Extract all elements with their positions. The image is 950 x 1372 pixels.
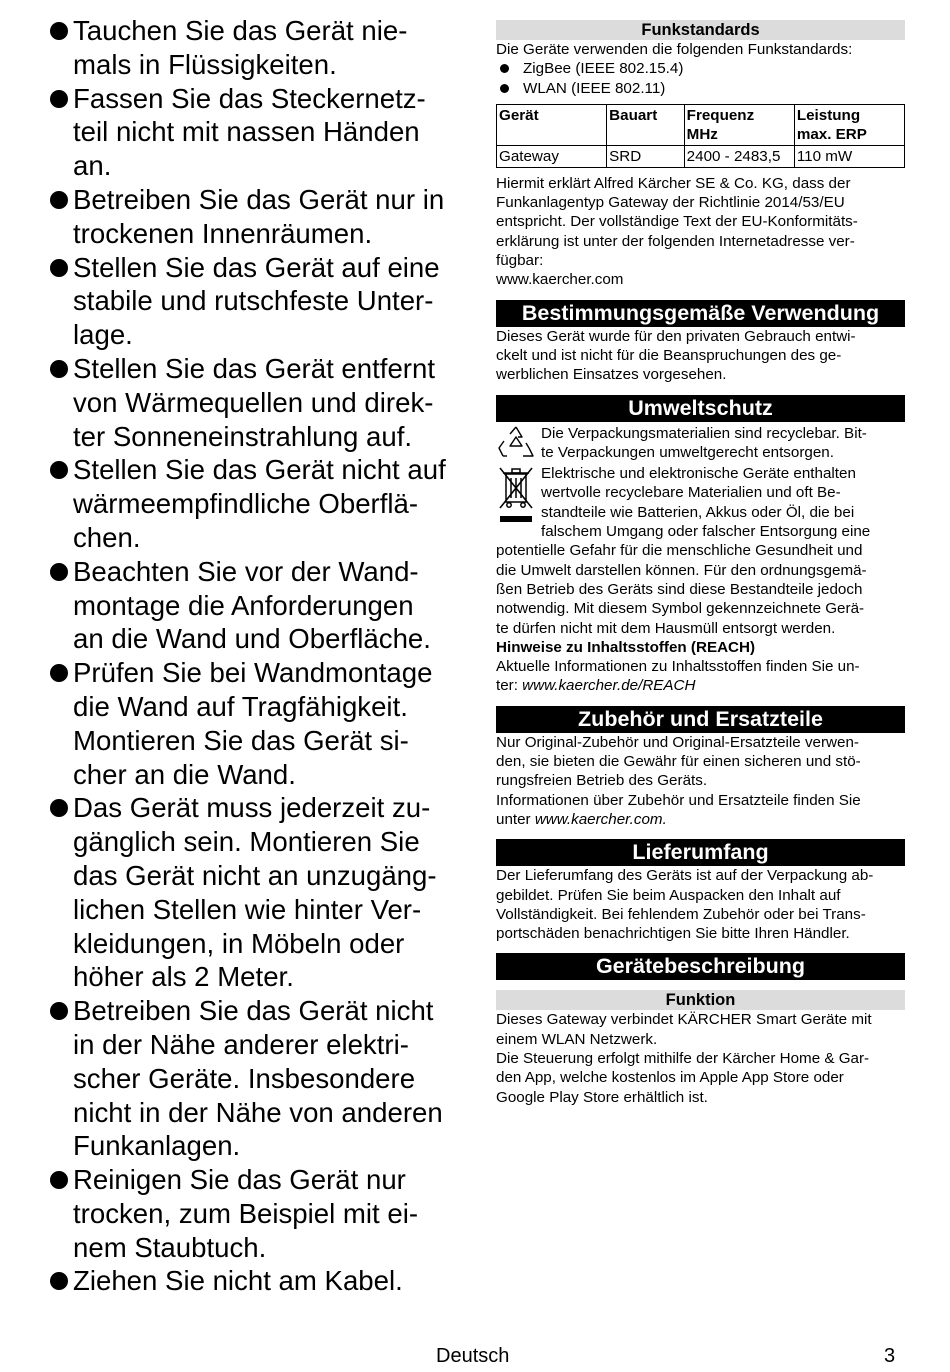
accessories-text: Nur Original-Zubehör und Original-Ersatzteile verwen- den, sie bieten die Gewähr für einen sicheren und stö- rungsfreien Betrieb des Geräts. — [496, 733, 861, 790]
table-cell: 2400 - 2483,5 — [684, 145, 794, 167]
table-header: Leistung max. ERP — [794, 104, 904, 145]
bullet-icon — [50, 90, 68, 108]
function-text: Dieses Gateway verbindet KÄRCHER Smart Geräte mit einem WLAN Netzwerk. — [496, 1011, 872, 1048]
table-cell: SRD — [607, 145, 685, 167]
table-header: Gerät — [497, 104, 607, 145]
list-item: Stellen Sie das Gerät auf eine stabile und rutschfeste Unter- lage. — [50, 251, 455, 352]
funk-declaration: Hiermit erklärt Alfred Kärcher SE & Co. KG, dass der Funkanlagentyp Gateway der Richtlinie 2014/53/EU entspricht. Der vollständige Text der EU-Konformitäts- erklärung ist unter der folgenden Internetadresse ver- fügbar: www.kaercher.com — [496, 174, 858, 289]
list-item: Stellen Sie das Gerät entfernt von Wärmequellen und direk- ter Sonneneinstrahlung auf. — [50, 352, 455, 453]
funk-list — [496, 59, 905, 98]
function-heading: Funktion — [496, 990, 905, 1010]
list-item: Ziehen Sie nicht am Kabel. — [50, 1264, 455, 1298]
funk-intro: Die Geräte verwenden die folgenden Funkstandards: — [496, 41, 853, 58]
bullet-icon — [50, 1272, 68, 1290]
funk-heading: Funkstandards — [496, 20, 905, 40]
recycle-block — [496, 424, 905, 463]
delivery-text: Der Lieferumfang des Geräts ist auf der Verpackung ab- gebildet. Prüfen Sie beim Auspacken den Inhalt auf Vollständigkeit. Bei fehlendem Zubehör oder bei Trans- portschäden benachrichtigen Sie bitte Ihren Händler. — [496, 867, 874, 943]
accessories-link[interactable]: www.kaercher.com. — [534, 810, 667, 828]
function-text-2: Die Steuerung erfolgt mithilfe der Kärcher Home & Gar- den App, welche kostenlos im Apple App Store oder Google Play Store erhältlich ist. — [496, 1049, 870, 1106]
delivery-heading: Lieferumfang — [496, 839, 905, 866]
bullet-icon — [500, 64, 509, 73]
list-item: Stellen Sie das Gerät nicht auf wärmeempfindliche Oberflä- chen. — [50, 453, 455, 554]
bullet-icon — [50, 799, 68, 817]
right-column — [496, 20, 905, 1107]
list-item: WLAN (IEEE 802.11) — [496, 79, 905, 98]
bullet-icon — [50, 1002, 68, 1020]
weee-text-continued: potentielle Gefahr für die menschliche Gesundheit und die Umwelt darstellen können. Für den ordnungsgemä- ßen Betrieb des Geräts sind diese Bestandteile jedoch notwendig. Mit diesem Symbol gekennzeichnete Gerä- te dürfen nicht mit dem Hausmüll entsorgt werden. — [496, 542, 867, 637]
reach-heading: Hinweise zu Inhaltsstoffen (REACH) — [496, 638, 756, 656]
list-item: Das Gerät muss jederzeit zu- gänglich sein. Montieren Sie das Gerät nicht an unzugäng- lichen Stellen wie hinter Ver- kleidungen, in Möbeln oder höher als 2 Meter. — [50, 791, 455, 994]
table-header: Bauart — [607, 104, 685, 145]
bullet-icon — [50, 360, 68, 378]
page-number: 3 — [884, 1345, 896, 1367]
table-header: Frequenz MHz — [684, 104, 794, 145]
bullet-icon — [500, 84, 509, 93]
bullet-icon — [50, 1171, 68, 1189]
list-item: Tauchen Sie das Gerät nie- mals in Flüssigkeiten. — [50, 14, 455, 82]
table-cell: 110 mW — [794, 145, 904, 167]
list-item: Betreiben Sie das Gerät nicht in der Nähe anderer elektri- scher Geräte. Insbesondere nicht in der Nähe von anderen Funkanlagen. — [50, 994, 455, 1163]
table-cell: Gateway — [497, 145, 607, 167]
description-heading: Gerätebeschreibung — [496, 953, 905, 980]
accessories-info: Informationen über Zubehör und Ersatzteile finden Sie unter www.kaercher.com. — [496, 791, 861, 828]
list-item: Reinigen Sie das Gerät nur trocken, zum Beispiel mit ei- nem Staubtuch. — [50, 1163, 455, 1264]
recycle-icon — [496, 424, 536, 462]
list-item: Betreiben Sie das Gerät nur in trockenen Innenräumen. — [50, 183, 455, 251]
list-item: Beachten Sie vor der Wand- montage die Anforderungen an die Wand und Oberfläche. — [50, 555, 455, 656]
weee-text: Elektrische und elektronische Geräte enthalten wertvolle recyclebare Materialien und oft Be- standteile wie Batterien, Akkus oder Öl, die bei falschem Umgang oder falscher Entsorgung eine — [541, 465, 871, 541]
list-item: Fassen Sie das Steckernetz- teil nicht mit nassen Händen an. — [50, 82, 455, 183]
bullet-icon — [50, 259, 68, 277]
funk-table — [496, 104, 905, 168]
bullet-icon — [50, 22, 68, 40]
use-heading: Bestimmungsgemäße Verwendung — [496, 300, 905, 327]
reach-link[interactable]: www.kaercher.de/REACH — [522, 677, 696, 695]
list-item: ZigBee (IEEE 802.15.4) — [496, 59, 905, 78]
accessories-heading: Zubehör und Ersatzteile — [496, 706, 905, 733]
reach-text: Aktuelle Informationen zu Inhaltsstoffen finden Sie un- ter: www.kaercher.de/REACH — [496, 658, 860, 695]
table-row — [497, 145, 905, 167]
env-heading: Umweltschutz — [496, 395, 905, 422]
recycle-text: Die Verpackungsmaterialien sind recyclebar. Bit- te Verpackungen umweltgerecht entsorgen. — [541, 424, 867, 461]
footer-language: Deutsch — [436, 1345, 510, 1367]
crossed-bin-icon — [496, 464, 536, 526]
bullet-icon — [50, 191, 68, 209]
bullet-icon — [50, 563, 68, 581]
bullet-icon — [50, 664, 68, 682]
safety-instructions — [50, 14, 455, 1298]
use-text: Dieses Gerät wurde für den privaten Gebrauch entwi- ckelt und ist nicht für die Beanspruchungen des ge- werblichen Einsatzes vorgesehen. — [496, 327, 856, 384]
list-item: Prüfen Sie bei Wandmontage die Wand auf Tragfähigkeit. Montieren Sie das Gerät si- cher an die Wand. — [50, 656, 455, 791]
weee-block — [496, 464, 905, 541]
table-header-row — [497, 104, 905, 145]
bullet-icon — [50, 461, 68, 479]
safety-list — [50, 14, 455, 1298]
